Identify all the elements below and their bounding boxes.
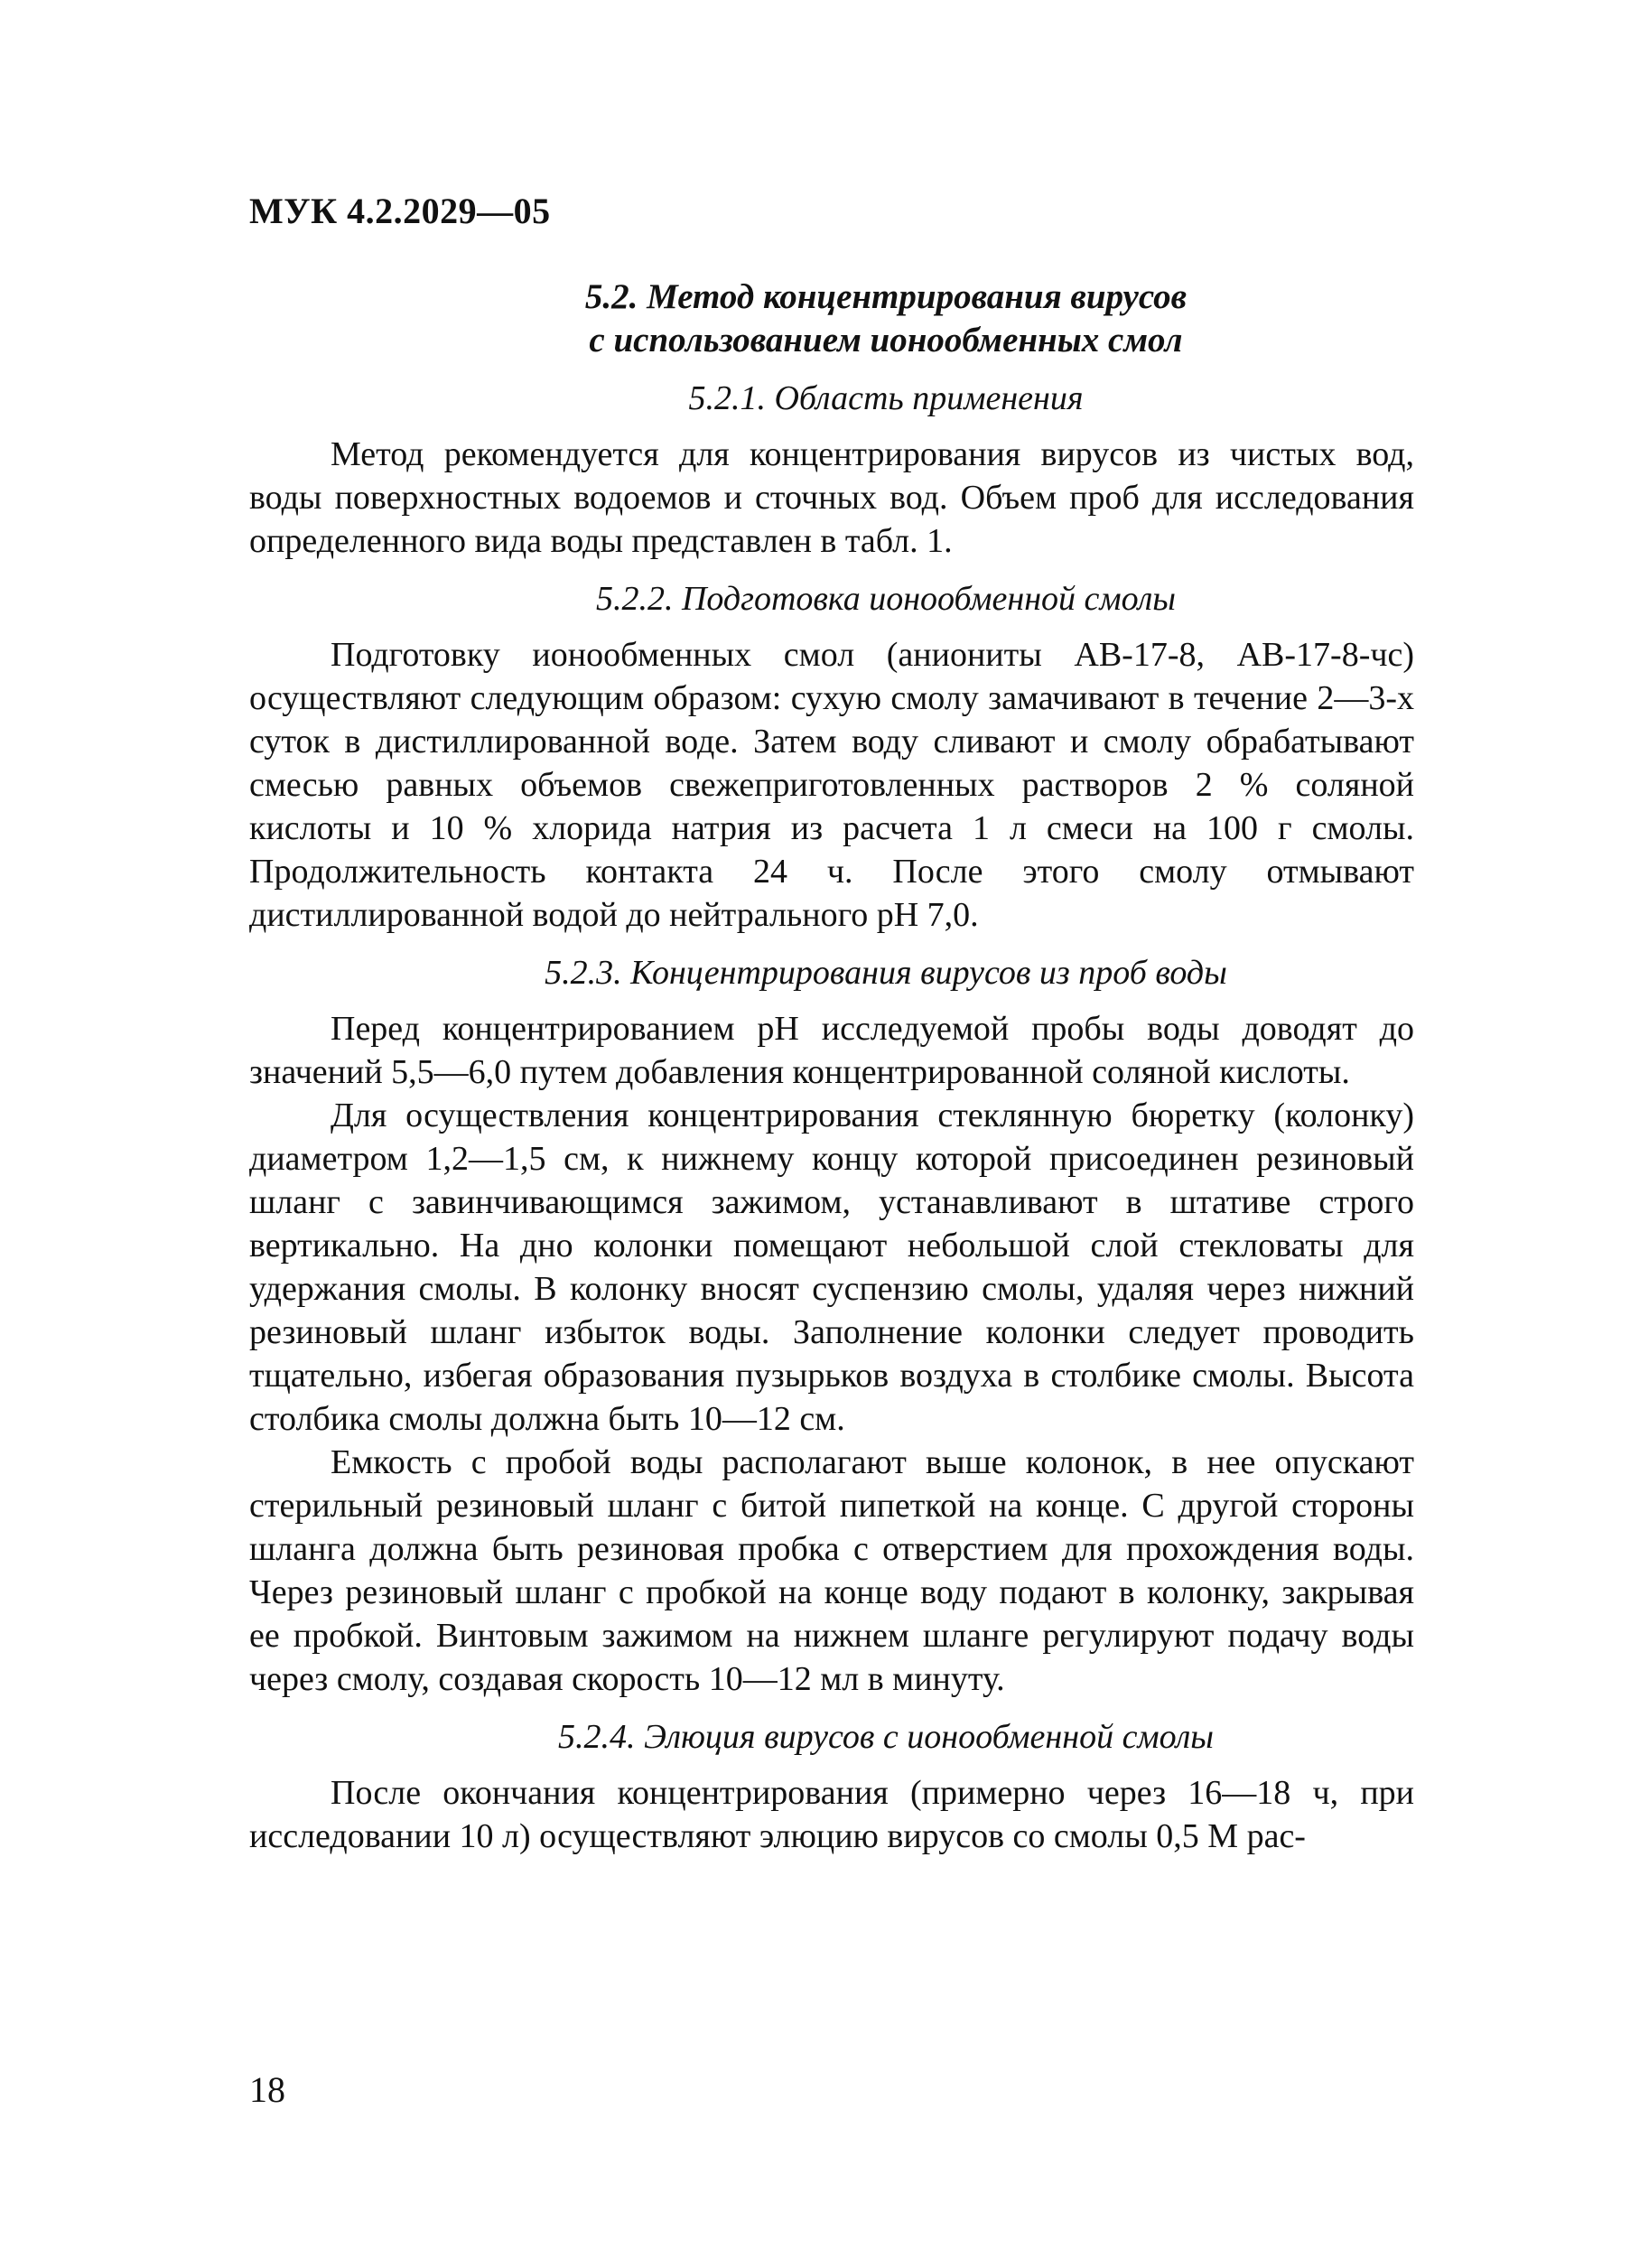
paragraph-elution: После окончания концентрирования (примерно через 16—18 ч, при исследовании 10 л) осуществляют элюцию вирусов со смолы 0,5 М рас- [249, 1774, 1414, 1855]
page-body [249, 275, 1414, 1858]
subsection-title-resin-preparation: 5.2.2. Подготовка ионообменной смолы [595, 580, 1177, 618]
paragraph-scope: Метод рекомендуется для концентрирования вирусов из чистых вод, воды поверхностных водоемов и сточных вод. Объем проб для исследования определенного вида воды представлен в табл. 1. [249, 435, 1414, 560]
section-title-line-2: с использованием ионообменных смол [589, 321, 1183, 359]
section-title [249, 275, 1414, 362]
subsection-title-concentration: 5.2.3. Концентрирования вирусов из проб воды [545, 954, 1227, 992]
section-title-line-1: 5.2. Метод концентрирования вирусов [584, 277, 1188, 316]
document-code: МУК 4.2.2029—05 [249, 191, 551, 231]
paragraph-concentration-column: Для осуществления концентрирования стеклянную бюретку (колонку) диаметром 1,2—1,5 см, к нижнему концу которой присоединен резиновый шланг с завинчивающимся зажимом, устанавливают в штативе строго вертикально. На дно колонки помещают небольшой слой стекловаты для удержания смолы. В колонку вносят суспензию смолы, удаляя через нижний резиновый шланг избыток воды. Заполнение колонки следует проводить тщательно, избегая образования пузырьков воздуха в столбике смолы. Высота столбика смолы должна быть 10—12 см. [249, 1097, 1414, 1438]
paragraph-concentration-flow: Емкость с пробой воды располагают выше колонок, в нее опускают стерильный резиновый шланг с битой пипеткой на конце. С другой стороны шланга должна быть резиновая пробка с отверстием для прохождения воды. Через резиновый шланг с пробкой на конце воду подают в колонку, закрывая ее пробкой. Винтовым зажимом на нижнем шланге регулируют подачу воды через смолу, создавая скорость 10—12 мл в минуту. [249, 1443, 1414, 1698]
page-number: 18 [249, 2069, 285, 2110]
subsection-title-scope: 5.2.1. Область применения [688, 379, 1084, 417]
paragraph-concentration-ph: Перед концентрированием рН исследуемой пробы воды доводят до значений 5,5—6,0 путем добавления концентрированной соляной кислоты. [249, 1010, 1414, 1091]
subsection-title-elution: 5.2.4. Элюция вирусов с ионообменной смолы [557, 1718, 1215, 1756]
paragraph-resin-preparation: Подготовку ионообменных смол (аниониты АВ-17-8, АВ-17-8-чс) осуществляют следующим образом: сухую смолу замачивают в течение 2—3-х суток в дистиллированной воде. Затем воду сливают и смолу обрабатывают смесью равных объемов свежеприготовленных растворов 2 % соляной кислоты и 10 % хлорида натрия из расчета 1 л смеси на 100 г смолы. Продолжительность контакта 24 ч. После этого смолу отмывают дистиллированной водой до нейтрального рН 7,0. [249, 636, 1414, 934]
